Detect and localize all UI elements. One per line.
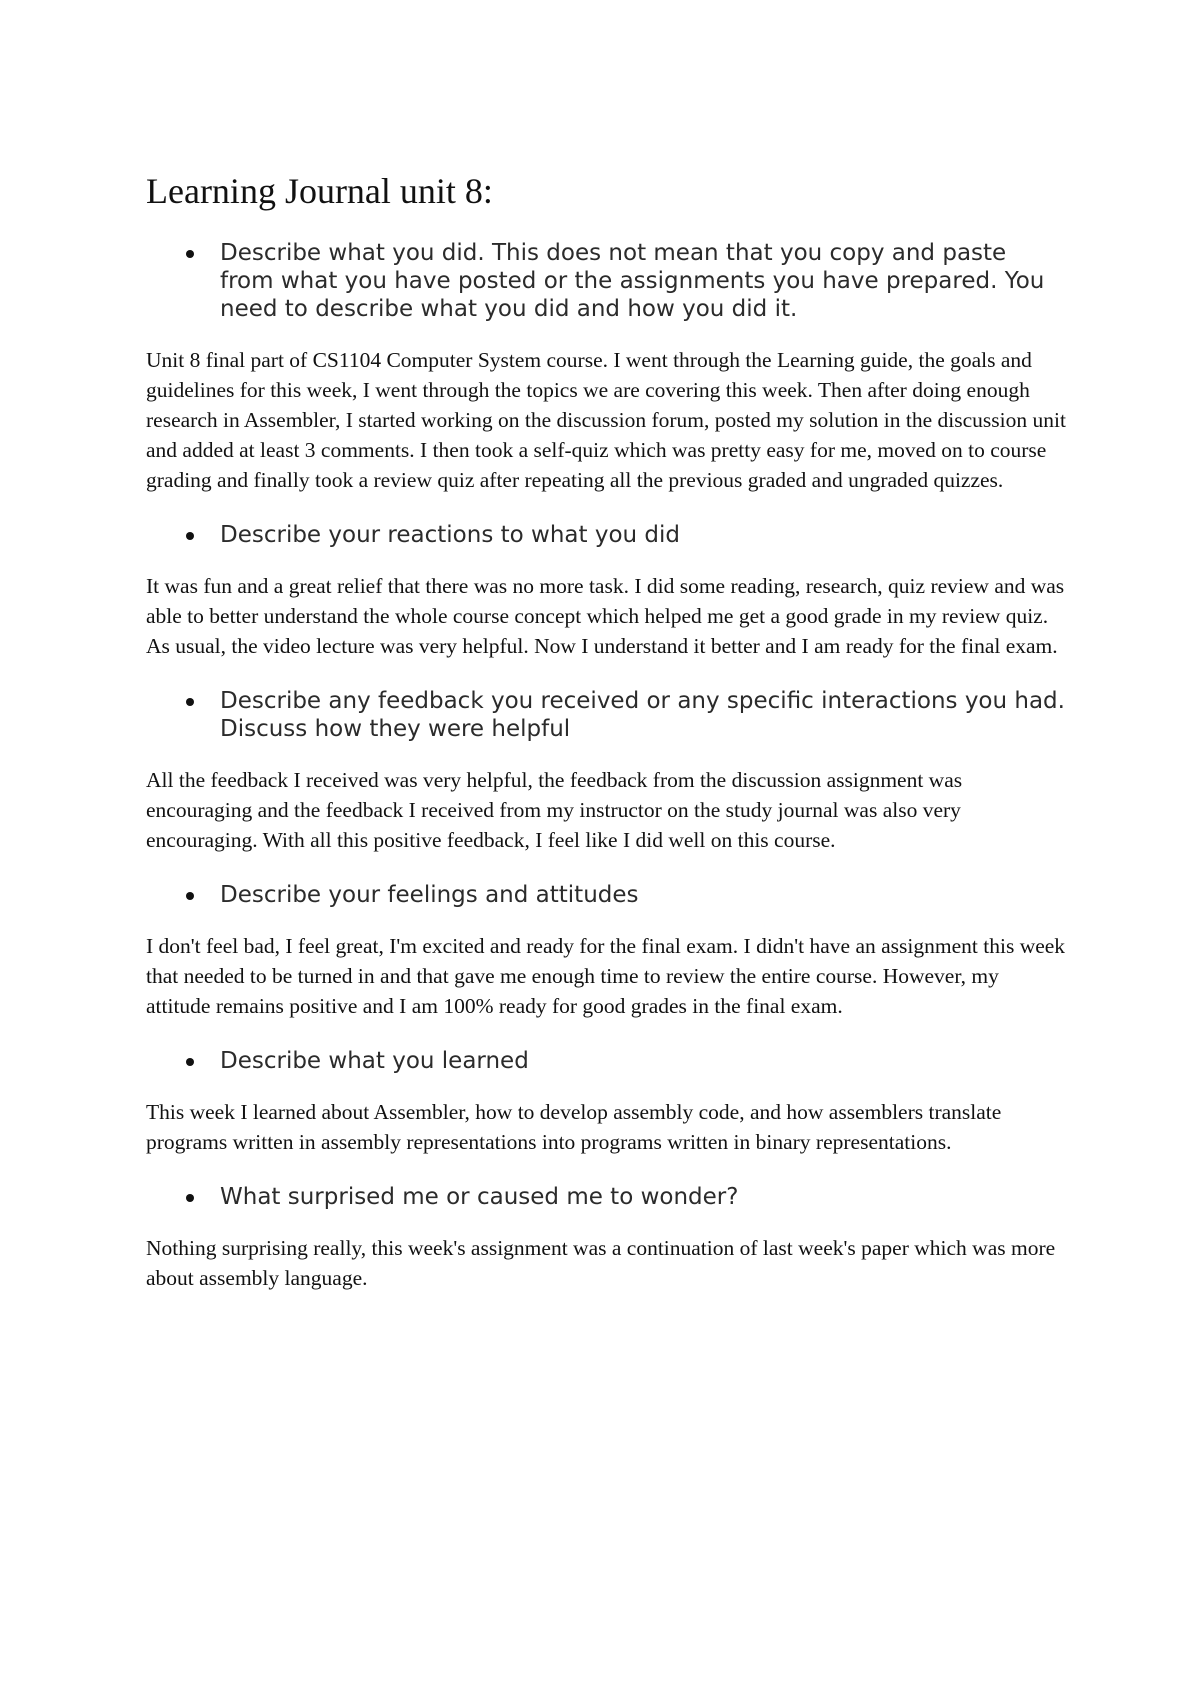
question-5 <box>146 1047 1066 1075</box>
bullet-icon <box>186 892 194 900</box>
page-title: Learning Journal unit 8: <box>146 171 493 211</box>
question-text: Describe any feedback you received or any specific interactions you had. Discuss how they were helpful <box>220 688 1065 743</box>
question-text: Describe your feelings and attitudes <box>220 882 639 909</box>
question-text: Describe what you learned <box>220 1048 529 1075</box>
bullet-icon <box>186 1058 194 1066</box>
answer-4: I don't feel bad, I feel great, I'm excited and ready for the final exam. I didn't have an assignment this week that needed to be turned in and that gave me enough time to review the entire course. However, my attitude remains positive and I am 100% ready for good grades in the final exam. <box>146 934 1066 1019</box>
bullet-icon <box>186 250 194 258</box>
answer-5: This week I learned about Assembler, how to develop assembly code, and how assemblers translate programs written in assembly representations into programs written in binary representations. <box>146 1100 1002 1155</box>
question-4 <box>146 881 1066 909</box>
bullet-icon <box>186 698 194 706</box>
bullet-icon <box>186 1194 194 1202</box>
answer-6: Nothing surprising really, this week's assignment was a continuation of last week's paper which was more about assembly language. <box>146 1236 1056 1291</box>
answer-2: It was fun and a great relief that there was no more task. I did some reading, research, quiz review and was able to better understand the whole course concept which helped me get a good grade in my review quiz. As usual, the video lecture was very helpful. Now I understand it better and I am ready for the final exam. <box>146 574 1065 659</box>
question-text: Describe your reactions to what you did <box>220 522 680 549</box>
question-text: What surprised me or caused me to wonder? <box>220 1184 739 1211</box>
question-6 <box>146 1183 1066 1211</box>
answer-3: All the feedback I received was very helpful, the feedback from the discussion assignment was encouraging and the feedback I received from my instructor on the study journal was also very encouraging. With all this positive feedback, I feel like I did well on this course. <box>146 768 963 853</box>
answer-1: Unit 8 final part of CS1104 Computer System course. I went through the Learning guide, the goals and guidelines for this week, I went through the topics we are covering this week. Then after doing enough research in Assembler, I started working on the discussion forum, posted my solution in the discussion unit and added at least 3 comments. I then took a self-quiz which was pretty easy for me, moved on to course grading and finally took a review quiz after repeating all the previous graded and ungraded quizzes. <box>146 348 1066 493</box>
question-text: Describe what you did. This does not mean that you copy and paste from what you have posted or the assignments you have prepared. You need to describe what you did and how you did it. <box>220 240 1045 323</box>
question-2 <box>146 521 1066 549</box>
question-3 <box>146 687 1066 743</box>
question-1 <box>146 239 1066 323</box>
bullet-icon <box>186 532 194 540</box>
document-page <box>146 170 1066 1319</box>
